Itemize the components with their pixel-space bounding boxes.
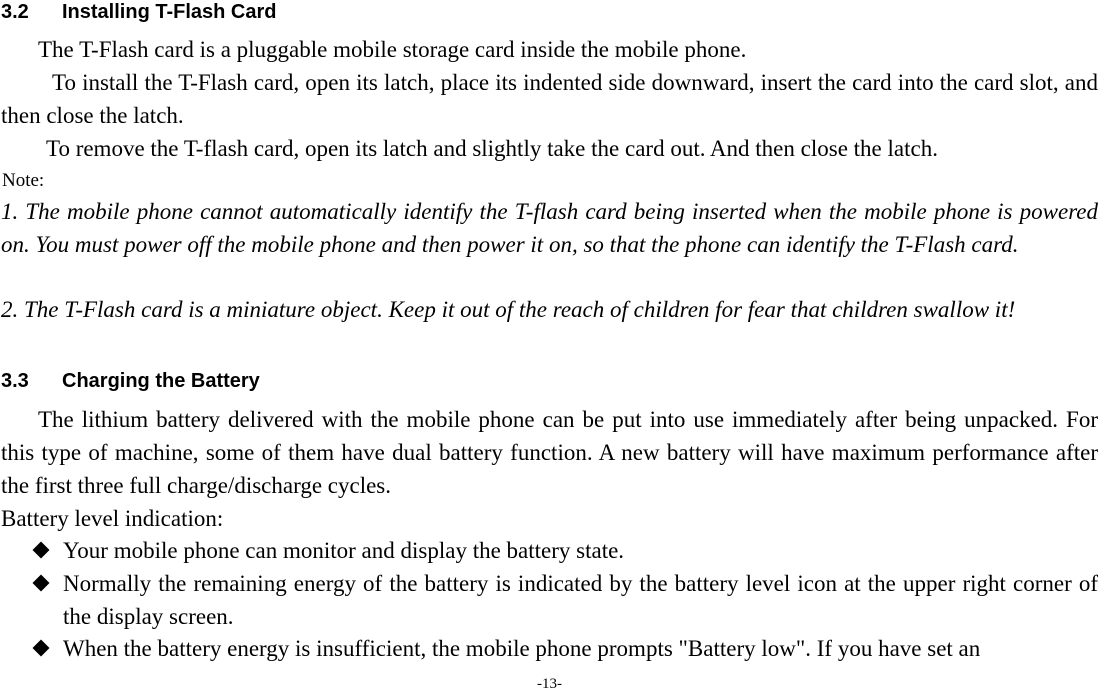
section-heading-3-3 xyxy=(1,369,260,393)
remove-paragraph: To remove the T-flash card, open its latch and slightly take the card out. And then close the latch. xyxy=(46,136,938,161)
note-label: Note: xyxy=(2,170,45,191)
section-number: 3.3 xyxy=(1,370,29,392)
section-title: Installing T-Flash Card xyxy=(62,1,277,23)
diamond-bullet-icon xyxy=(33,542,50,559)
section-title: Charging the Battery xyxy=(62,370,260,392)
page-number: -13- xyxy=(537,676,562,692)
bullet-text: When the battery energy is insufficient, the mobile phone prompts "Battery low". If you have set an xyxy=(63,636,981,661)
note-item-1: 1. The mobile phone cannot automatically identify the T-flash card being inserted when the mobile phone is powered on. You must power off the mobile phone and then power it on, so that the phone can identify the T-Flash card. xyxy=(1,199,1098,257)
section-number: 3.2 xyxy=(1,1,29,23)
diamond-bullet-icon xyxy=(33,575,50,592)
diamond-bullet-icon xyxy=(33,640,50,657)
section-heading-3-2 xyxy=(1,0,276,24)
battery-paragraph: The lithium battery delivered with the mobile phone can be put into use immediately after being unpacked. For this type of machine, some of them have dual battery function. A new battery will have maximum performance after the first three full charge/discharge cycles. xyxy=(1,407,1098,498)
battery-level-label: Battery level indication: xyxy=(1,506,224,531)
note-item-2: 2. The T-Flash card is a miniature object. Keep it out of the reach of children for fear that children swallow it! xyxy=(1,297,1016,322)
bullet-text: Normally the remaining energy of the battery is indicated by the battery level icon at the upper right corner of the display screen. xyxy=(63,571,1098,629)
install-paragraph: To install the T-Flash card, open its latch, place its indented side downward, insert the card into the card slot, and then close the latch. xyxy=(1,70,1098,128)
bullet-text: Your mobile phone can monitor and display the battery state. xyxy=(63,538,625,563)
intro-paragraph: The T-Flash card is a pluggable mobile storage card inside the mobile phone. xyxy=(38,37,747,62)
